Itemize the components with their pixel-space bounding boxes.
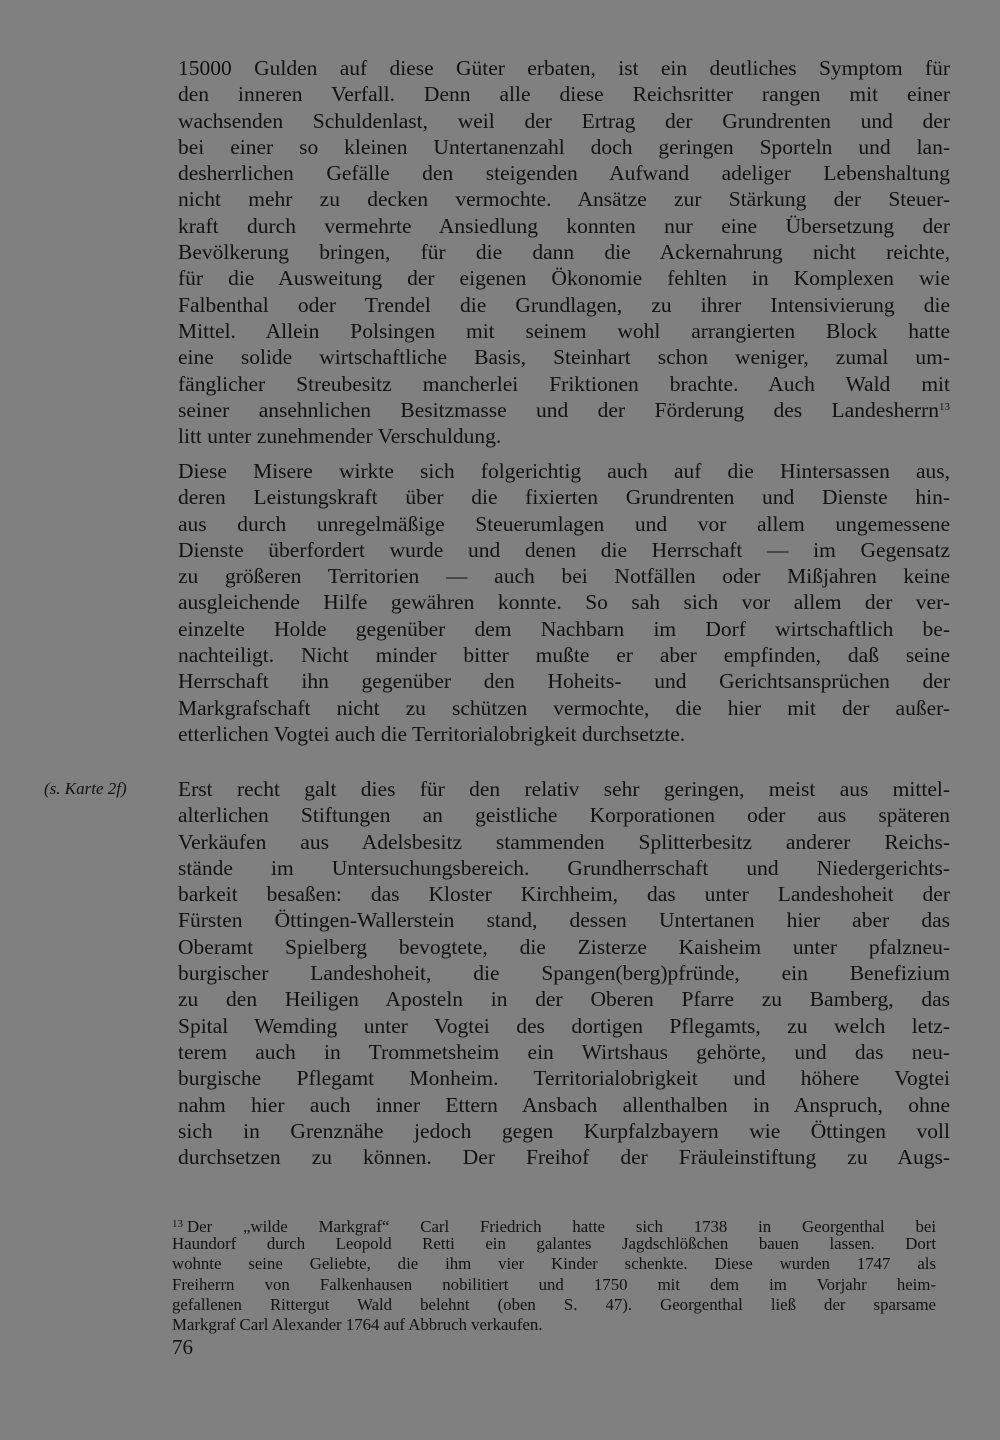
text-line: den inneren Verfall. Denn alle diese Reichsritter rangen mit einer [178, 82, 950, 107]
text-line: Fürsten Öttingen-Wallerstein stand, dessen Untertanen hier aber das [178, 908, 950, 933]
text-line: ausgleichende Hilfe gewähren konnte. So sah sich vor allem der ver- [178, 590, 950, 615]
text-line: Herrschaft ihn gegenüber den Hoheits- und Gerichtsansprüchen der [178, 669, 950, 694]
text-line: stände im Untersuchungsbereich. Grundherrschaft und Niedergerichts- [178, 855, 950, 880]
text-line: deren Leistungskraft über die fixierten Grundrenten und Dienste hin- [178, 485, 950, 510]
paragraph-1 [178, 55, 950, 449]
text-line: desherrlichen Gefälle den steigenden Aufwand adeliger Lebenshaltung [178, 161, 950, 186]
paragraph-3 [178, 776, 950, 1170]
footnote-line: Markgraf Carl Alexander 1764 auf Abbruch verkaufen. [172, 1314, 543, 1334]
text-line: 15000 Gulden auf diese Güter erbaten, ist ein deutliches Symptom für [178, 56, 950, 80]
text-line: wachsenden Schuldenlast, weil der Ertrag der Grundrenten und der [178, 108, 950, 133]
text-line: nahm hier auch inner Ettern Ansbach allenthalben in Anspruch, ohne [178, 1092, 950, 1117]
text-line: litt unter zunehmender Verschuldung. [178, 424, 502, 449]
paragraph-2 [178, 458, 950, 747]
text-line: zu größeren Territorien — auch bei Notfällen oder Mißjahren keine [178, 564, 950, 589]
text-line: sich in Grenznähe jedoch gegen Kurpfalzbayern wie Öttingen voll [178, 1118, 950, 1143]
text-line: Erst recht galt dies für den relativ sehr geringen, meist aus mittel- [178, 777, 950, 801]
text-line: etterlichen Vogtei auch die Territorialobrigkeit durchsetzte. [178, 721, 686, 746]
text-line-content: seiner ansehnlichen Besitzmasse und der Förderung des Landesherrn [178, 397, 939, 422]
text-line: nicht mehr zu decken vermochte. Ansätze zur Stärkung der Steuer- [178, 187, 950, 212]
text-line-with-footnote-ref [178, 397, 950, 423]
text-line: Markgrafschaft nicht zu schützen vermochte, die hier mit der außer- [178, 695, 950, 720]
text-line: aus durch unregelmäßige Steuerumlagen und vor allem ungemessene [178, 511, 950, 536]
text-line: alterlichen Stiftungen an geistliche Korporationen oder aus späteren [178, 803, 950, 828]
text-line: Bevölkerung bringen, für die dann die Ackernahrung nicht reichte, [178, 240, 950, 265]
text-line: zu den Heiligen Aposteln in der Oberen Pfarre zu Bamberg, das [178, 987, 950, 1012]
footnote-number: 13 [172, 1218, 183, 1230]
text-line: burgische Pflegamt Monheim. Territorialobrigkeit und höhere Vogtei [178, 1066, 950, 1091]
text-line: Falbenthal oder Trendel die Grundlagen, zu ihrer Intensivierung die [178, 292, 950, 317]
footnote-line: wohnte seine Geliebte, die ihm vier Kinder schenkte. Diese wurden 1747 als [172, 1254, 936, 1274]
footnote-line-text: Der „wilde Markgraf“ Carl Friedrich hatte sich 1738 in Georgenthal bei [187, 1217, 936, 1236]
text-line: Spital Wemding unter Vogtei des dortigen Pflegamts, zu welch letz- [178, 1013, 950, 1038]
text-line: für die Ausweitung der eigenen Ökonomie fehlten in Komplexen wie [178, 266, 950, 291]
footnote-line: gefallenen Rittergut Wald belehnt (oben S. 47). Georgenthal ließ der sparsame [172, 1294, 936, 1314]
text-line: Dienste überfordert wurde und denen die Herrschaft — im Gegensatz [178, 537, 950, 562]
text-line: barkeit besaßen: das Kloster Kirchheim, das unter Landeshoheit der [178, 882, 950, 907]
footnote-line: Freiherrn von Falkenhausen nobilitiert und 1750 mit dem im Vorjahr heim- [172, 1274, 936, 1294]
text-line: bei einer so kleinen Untertanenzahl doch geringen Sporteln und lan- [178, 134, 950, 159]
text-line: kraft durch vermehrte Ansiedlung konnten nur eine Übersetzung der [178, 213, 950, 238]
text-line: nachteiligt. Nicht minder bitter mußte er aber empfinden, daß seine [178, 643, 950, 668]
text-line: Mittel. Allein Polsingen mit seinem wohl arrangierten Block hatte [178, 318, 950, 343]
page-number: 76 [172, 1335, 193, 1359]
text-line: burgischer Landeshoheit, die Spangen(berg)pfründe, ein Benefizium [178, 961, 950, 986]
text-line: Verkäufen aus Adelsbesitz stammenden Splitterbesitz anderer Reichs- [178, 829, 950, 854]
text-line: Diese Misere wirkte sich folgerichtig auch auf die Hintersassen aus, [178, 459, 950, 483]
text-line: Oberamt Spielberg bevogtete, die Zisterze Kaisheim unter pfalzneu- [178, 934, 950, 959]
footnote-reference: 13 [939, 400, 950, 413]
text-line: durchsetzen zu können. Der Freihof der Fräuleinstiftung zu Augs- [178, 1145, 950, 1170]
text-line: terem auch in Trommetsheim ein Wirtshaus gehörte, und das neu- [178, 1039, 950, 1064]
text-line: eine solide wirtschaftliche Basis, Steinhart schon weniger, zumal um- [178, 345, 950, 370]
footnote [172, 1214, 936, 1335]
footnote-line [172, 1214, 936, 1234]
margin-note-map-reference: (s. Karte 2f) [44, 779, 127, 798]
footnote-line: Haundorf durch Leopold Retti ein galantes Jagdschlößchen bauen lassen. Dort [172, 1234, 936, 1254]
text-line: fänglicher Streubesitz mancherlei Friktionen brachte. Auch Wald mit [178, 371, 950, 396]
text-line: einzelte Holde gegenüber dem Nachbarn im Dorf wirtschaftlich be- [178, 616, 950, 641]
